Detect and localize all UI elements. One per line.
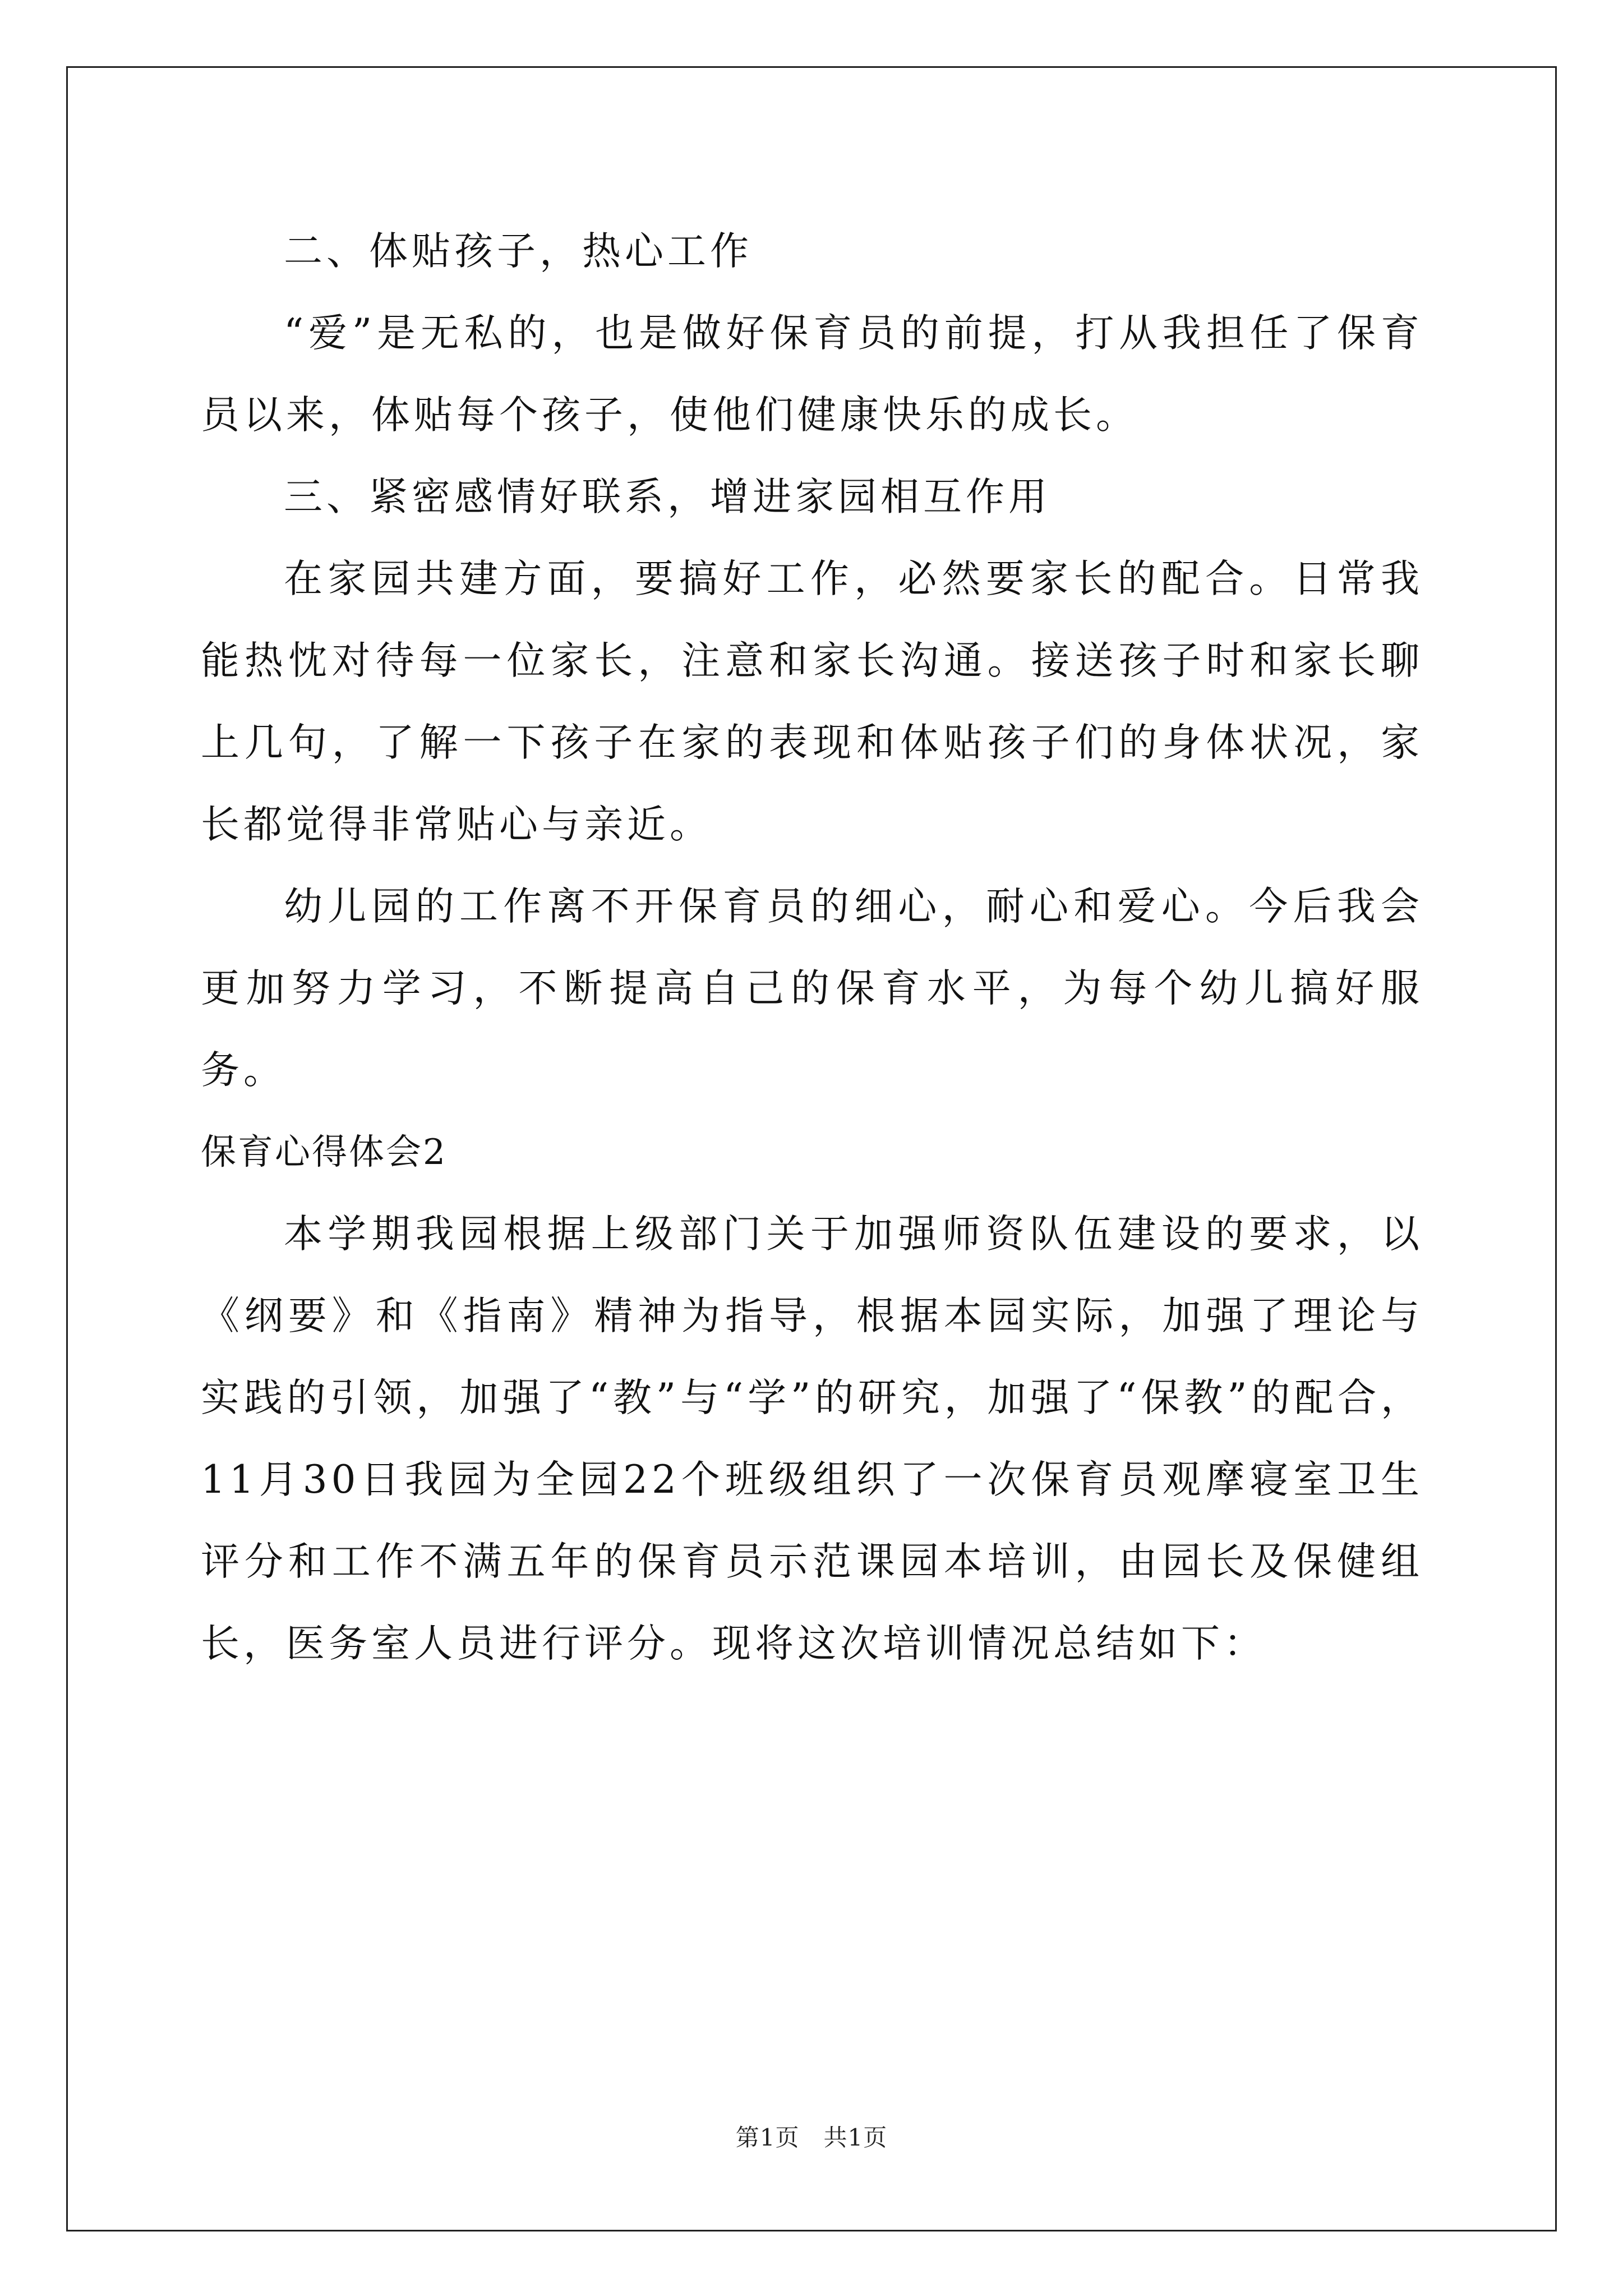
paragraph-love: “爱”是无私的，也是做好保育员的前提，打从我担任了保育员以来，体贴每个孩子，使他们健康快乐的成长。	[201, 311, 1423, 438]
paragraph-home-school: 在家园共建方面，要搞好工作，必然要家长的配合。日常我能热忱对待每一位家长，注意和家长沟通。接送孩子时和家长聊上几句，了解一下孩子在家的表现和体贴孩子们的身体状况，家长都觉得非常贴心与亲近。	[201, 556, 1423, 847]
section-heading-2: 二、体贴孩子，热心工作	[284, 229, 753, 274]
section-heading-3: 三、紧密感情好联系，增进家园相互作用	[284, 475, 1051, 519]
page-footer: 第1页 共1页	[735, 2124, 888, 2151]
document-body	[201, 210, 1423, 1685]
paragraph-conclusion: 幼儿园的工作离不开保育员的细心，耐心和爱心。今后我会更加努力学习，不断提高自己的保育水平，为每个幼儿搞好服务。	[201, 884, 1423, 1093]
paragraph-training-intro: 本学期我园根据上级部门关于加强师资队伍建设的要求，以《纲要》和《指南》精神为指导，根据本园实际，加强了理论与实践的引领，加强了“教”与“学”的研究，加强了“保教”的配合，11月30日我园为全园22个班级组织了一次保育员观摩寝室卫生评分和工作不满五年的保育员示范课园本培训，由园长及保健组长，医务室人员进行评分。现将这次培训情况总结如下：	[201, 1212, 1423, 1666]
article-title-2: 保育心得体会2	[201, 1131, 448, 1172]
